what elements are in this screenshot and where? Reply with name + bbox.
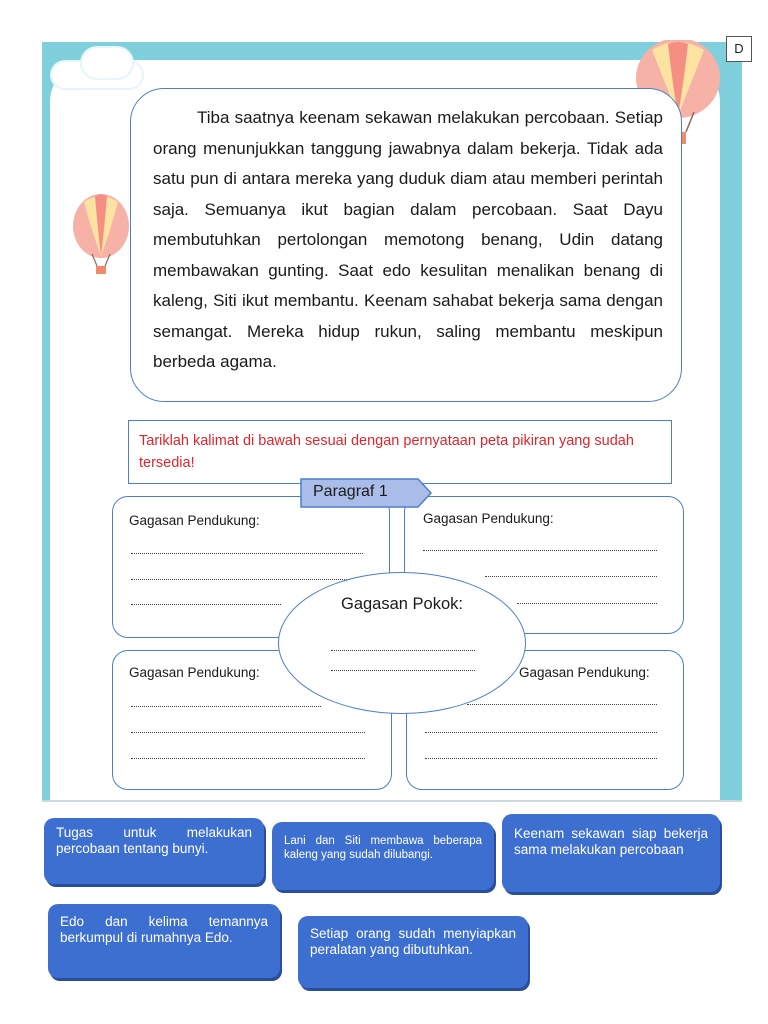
answer-line[interactable] [485,575,657,577]
answer-line[interactable] [425,731,657,733]
paragraph-tag-label: Paragraf 1 [313,483,388,500]
balloon-icon [70,192,132,278]
answer-line[interactable] [467,703,657,705]
sentence-card[interactable]: Lani dan Siti membawa beberapa kaleng yang sudah dilubangi. [272,822,494,890]
answer-line[interactable] [423,549,657,551]
answer-line[interactable] [517,602,657,604]
supporting-idea-label: Gagasan Pendukung: [519,665,650,680]
main-idea-ellipse [278,572,526,714]
sentence-card[interactable]: Setiap orang sudah menyiapkan peralatan yang dibutuhkan. [298,916,528,988]
instruction-text: Tariklah kalimat di bawah sesuai dengan pernyataan peta pikiran yang sudah tersedia! [139,433,634,471]
answer-line[interactable] [131,578,363,580]
answer-line[interactable] [131,705,321,707]
divider [42,800,742,802]
supporting-idea-label: Gagasan Pendukung: [423,511,554,526]
sentence-card[interactable]: Tugas untuk melakukan percobaan tentang bunyi. [44,818,264,884]
answer-line[interactable] [131,552,363,554]
supporting-idea-label: Gagasan Pendukung: [129,665,260,680]
answer-line[interactable] [131,757,365,759]
answer-line[interactable] [131,731,365,733]
corner-label: D [726,36,752,62]
main-idea-label: Gagasan Pokok: [341,595,463,613]
story-textbox [130,88,682,402]
sentence-card[interactable]: Edo dan kelima temannya berkumpul di rumahnya Edo. [48,904,280,978]
answer-line[interactable] [331,669,475,671]
instruction-box [128,420,672,484]
answer-line[interactable] [425,757,657,759]
answer-line[interactable] [331,649,475,651]
story-text: Tiba saatnya keenam sekawan melakukan percobaan. Setiap orang menunjukkan tanggung jawabnya dalam bekerja. Tidak ada satu pun di antara mereka yang duduk diam atau memberi perintah saja. Semuanya ikut bagian dalam percobaan. Saat Dayu membutuhkan pertolongan memotong benang, Udin datang membawakan gunting. Saat edo kesulitan menalikan benang di kaleng, Siti ikut membantu. Keenam sahabat bekerja sama dengan semangat. Mereka hidup rukun, saling membantu meskipun berbeda agama. [153,108,663,371]
sentence-card[interactable]: Keenam sekawan siap bekerja sama melakukan percobaan [502,814,720,892]
paragraph-tag [300,478,432,508]
supporting-idea-label: Gagasan Pendukung: [129,513,260,528]
answer-line[interactable] [131,603,281,605]
